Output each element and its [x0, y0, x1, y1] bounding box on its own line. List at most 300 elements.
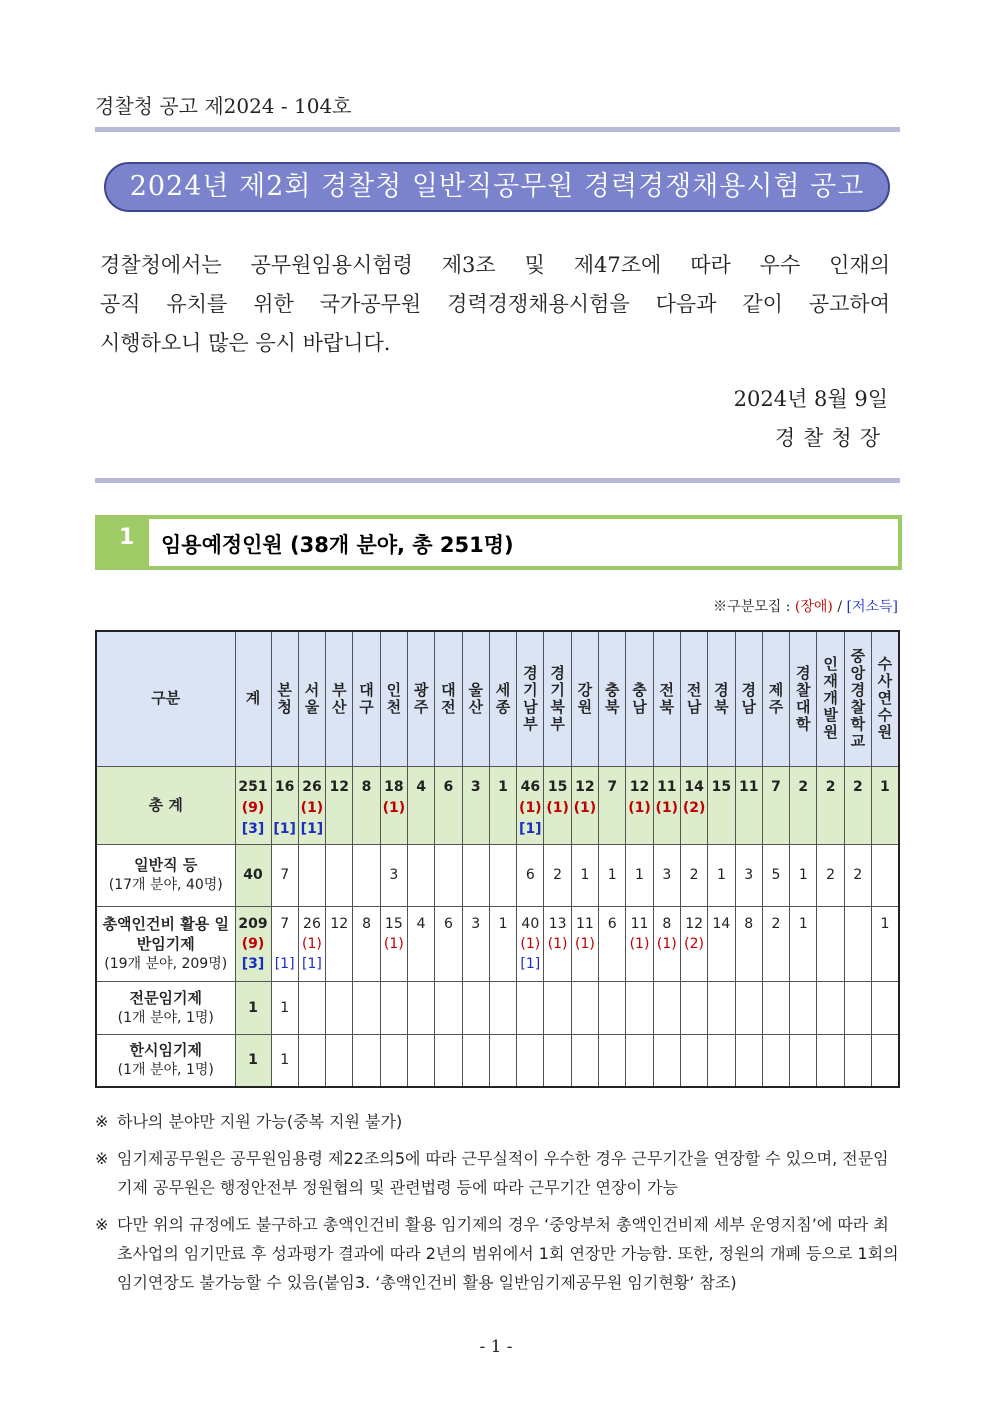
region-name: 중앙경찰학교 — [850, 646, 866, 750]
cell-value: 6 — [443, 778, 454, 795]
data-cell — [653, 906, 680, 981]
data-cell — [599, 906, 626, 981]
data-cell — [844, 1034, 871, 1087]
intro-line: 시행하오니 많은 응시 바랍니다. — [100, 331, 391, 355]
data-cell — [544, 981, 571, 1034]
table-row — [96, 981, 899, 1034]
cell-disabled-quota: (2) — [684, 935, 705, 952]
region-name: 제주 — [768, 680, 784, 716]
cell-value: 14 — [712, 915, 731, 932]
legend-separator: / — [832, 599, 847, 615]
data-cell — [326, 1034, 353, 1087]
data-cell — [735, 906, 762, 981]
col-header-region — [735, 631, 762, 766]
data-cell — [626, 906, 653, 981]
data-cell — [353, 1034, 380, 1087]
legend-prefix: ※구분모집 : — [713, 599, 795, 615]
cell-low-income-quota: [1] — [302, 955, 322, 972]
cell-value: 2 — [689, 867, 699, 883]
note-mark: ※ — [95, 1112, 109, 1131]
note-text: 임기제공무원은 공무원임용령 제22조의5에 따라 근무실적이 우수한 경우 근무기간을 연장할 수 있으며, 전문임기제 공무원은 행정안전부 정원협의 및 관련법령 등에 따라 근무기간 연장이 가능 — [117, 1149, 889, 1197]
cell-disabled-quota: (9) — [241, 799, 265, 816]
sum-cell — [235, 906, 271, 981]
region-name: 인천 — [386, 680, 402, 716]
cell-value: 1 — [498, 915, 508, 932]
col-header-region — [353, 631, 380, 766]
cell-disabled-quota: (2) — [682, 799, 706, 816]
cell-value: 2 — [798, 778, 809, 795]
allocation-table — [95, 630, 900, 1088]
data-cell — [435, 1034, 462, 1087]
region-name: 부산 — [331, 680, 347, 716]
document-title: 2024년 제2회 경찰청 일반직공무원 경력경쟁채용시험 공고 — [104, 162, 890, 212]
data-cell — [353, 844, 380, 906]
cell-value: 8 — [362, 915, 371, 932]
cell-value: 3 — [471, 915, 481, 932]
region-name: 수사연수원 — [877, 655, 893, 742]
col-header-region — [790, 631, 817, 766]
data-cell — [407, 844, 434, 906]
col-header-region — [571, 631, 598, 766]
cell-value: 13 — [548, 915, 567, 932]
note-text: 하나의 분야만 지원 가능(중복 지원 불가) — [117, 1112, 403, 1131]
region-name: 울산 — [468, 680, 483, 716]
cell-value: 1 — [280, 1052, 290, 1069]
data-cell — [407, 766, 434, 844]
data-cell — [571, 766, 598, 844]
data-cell — [462, 766, 489, 844]
cell-value: 1 — [280, 999, 290, 1016]
cell-value: 12 — [685, 915, 704, 932]
row-label — [96, 1034, 235, 1087]
cell-value: 3 — [662, 867, 672, 883]
section-header — [95, 515, 902, 570]
page-number: - 1 - — [479, 1337, 513, 1357]
row-label-main: 일반직 등 — [134, 856, 198, 874]
cell-value: 251 — [238, 778, 268, 795]
col-header-category: 구분 — [96, 631, 235, 766]
cell-low-income-quota: [1] — [300, 820, 324, 837]
cell-disabled-quota: (1) — [629, 935, 650, 952]
data-cell — [817, 906, 844, 981]
data-cell — [790, 844, 817, 906]
col-header-region — [844, 631, 871, 766]
data-cell — [735, 844, 762, 906]
cell-value: 46 — [520, 778, 541, 795]
row-label — [96, 906, 235, 981]
sum-cell — [235, 1034, 271, 1087]
data-cell — [435, 766, 462, 844]
region-name: 본청 — [277, 680, 292, 716]
data-cell — [762, 981, 789, 1034]
data-cell — [680, 906, 707, 981]
note-item — [95, 1107, 903, 1136]
cell-value: 1 — [880, 778, 890, 795]
data-cell — [544, 1034, 571, 1087]
data-cell — [708, 844, 735, 906]
row-label — [96, 981, 235, 1034]
cell-value: 7 — [771, 778, 781, 795]
col-header-region — [872, 631, 899, 766]
cell-disabled-quota: (1) — [383, 935, 404, 952]
data-cell — [298, 906, 325, 981]
cell-value: 7 — [607, 778, 618, 795]
data-cell — [708, 906, 735, 981]
data-cell — [762, 1034, 789, 1087]
cell-value: 11 — [630, 915, 649, 932]
cell-value: 6 — [443, 915, 453, 932]
cell-value: 12 — [629, 778, 650, 795]
col-header-region — [489, 631, 516, 766]
data-cell — [872, 766, 899, 844]
data-cell — [872, 981, 899, 1034]
data-cell — [735, 981, 762, 1034]
row-label-sub: (19개 분야, 209명) — [104, 955, 228, 972]
data-cell — [817, 1034, 844, 1087]
intro-line: 공직 유치를 위한 국가공무원 경력경쟁채용시험을 다음과 같이 공고하여 — [100, 292, 890, 316]
data-cell — [517, 766, 544, 844]
region-name: 광주 — [413, 680, 429, 716]
data-cell — [626, 766, 653, 844]
data-cell — [872, 844, 899, 906]
cell-low-income-quota: [1] — [273, 820, 296, 837]
data-cell — [653, 844, 680, 906]
data-cell — [680, 766, 707, 844]
col-header-region — [435, 631, 462, 766]
data-cell — [380, 844, 407, 906]
cell-value: 1 — [880, 915, 890, 932]
data-cell — [544, 766, 571, 844]
col-header-region — [462, 631, 489, 766]
cell-value: 1 — [248, 1052, 258, 1069]
col-header-region — [380, 631, 407, 766]
data-cell — [708, 981, 735, 1034]
cell-value: 2 — [553, 867, 563, 883]
cell-value: 18 — [384, 778, 404, 795]
cell-spacer — [272, 934, 298, 954]
data-cell — [708, 766, 735, 844]
row-label-main: 전문임기제 — [129, 988, 202, 1007]
cell-value: 11 — [657, 778, 677, 795]
notice-date: 2024년 8월 9일 — [733, 387, 888, 411]
col-header-region — [762, 631, 789, 766]
cell-value: 1 — [498, 778, 508, 795]
data-cell — [571, 1034, 598, 1087]
cell-disabled-quota: (1) — [382, 799, 406, 816]
cell-disabled-quota: (1) — [655, 799, 679, 816]
region-name: 대전 — [441, 680, 456, 716]
data-cell — [790, 766, 817, 844]
cell-value: 1 — [798, 915, 808, 932]
cell-value: 15 — [547, 778, 568, 795]
data-cell — [599, 981, 626, 1034]
cell-value: 1 — [580, 867, 590, 883]
data-cell — [489, 981, 516, 1034]
region-name: 인재개발원 — [823, 655, 838, 742]
cell-value: 16 — [274, 778, 295, 795]
data-cell — [326, 906, 353, 981]
col-header-region — [653, 631, 680, 766]
data-cell — [599, 1034, 626, 1087]
data-cell — [298, 766, 325, 844]
notes — [95, 1107, 903, 1305]
data-cell — [680, 844, 707, 906]
data-cell — [626, 981, 653, 1034]
data-cell — [271, 766, 298, 844]
cell-disabled-quota: (1) — [547, 935, 568, 952]
section-number: 1 — [119, 525, 135, 550]
cell-low-income-quota: [3] — [241, 955, 265, 972]
cell-value: 1 — [248, 999, 258, 1016]
note-mark: ※ — [95, 1215, 109, 1234]
cell-disabled-quota: (1) — [302, 935, 322, 952]
note-text: 다만 위의 규정에도 불구하고 총액인건비 활용 임기제의 경우 ‘중앙부처 총액인건비제 세부 운영지침’에 따라 최초사업의 임기만료 후 성과평가 결과에 따라 2년의 범위에서 1회 연장만 가능함. 또한, 정원의 개폐 등으로 1회의 임기연장도 불가능할 수 있음(붙임3. ‘총액인건비 활용 일반임기제공무원 임기현황’ 참조) — [117, 1215, 899, 1292]
cell-value: 12 — [330, 915, 349, 932]
recruit-legend — [713, 596, 898, 616]
data-cell — [544, 906, 571, 981]
note-item — [95, 1144, 903, 1202]
data-cell — [817, 981, 844, 1034]
cell-value: 2 — [853, 867, 863, 883]
cell-value: 6 — [607, 915, 617, 932]
intro-paragraph — [100, 246, 890, 363]
col-header-region — [407, 631, 434, 766]
data-cell — [489, 906, 516, 981]
cell-disabled-quota: (9) — [241, 935, 265, 952]
note-mark: ※ — [95, 1149, 109, 1168]
data-cell — [599, 766, 626, 844]
data-cell — [326, 844, 353, 906]
cell-value: 1 — [798, 867, 808, 883]
data-cell — [708, 1034, 735, 1087]
legend-disabled: (장애) — [794, 599, 833, 615]
cell-value: 15 — [711, 778, 732, 795]
data-cell — [489, 766, 516, 844]
cell-value: 7 — [280, 915, 290, 932]
cell-value: 3 — [470, 778, 481, 795]
sum-cell — [235, 766, 271, 844]
cell-value: 1 — [607, 867, 617, 883]
data-cell — [653, 1034, 680, 1087]
data-cell — [762, 766, 789, 844]
data-cell — [571, 906, 598, 981]
data-cell — [790, 906, 817, 981]
data-cell — [271, 906, 298, 981]
row-label-main: 한시임기제 — [129, 1041, 202, 1060]
data-cell — [790, 1034, 817, 1087]
region-name: 대구 — [359, 680, 374, 716]
table-row — [96, 1034, 899, 1087]
cell-value: 2 — [825, 778, 836, 795]
data-cell — [407, 906, 434, 981]
cell-value: 5 — [771, 867, 781, 883]
data-cell — [462, 844, 489, 906]
data-cell — [844, 844, 871, 906]
data-cell — [462, 906, 489, 981]
data-cell — [817, 844, 844, 906]
note-item — [95, 1210, 903, 1297]
data-cell — [380, 906, 407, 981]
cell-value: 2 — [771, 915, 781, 932]
cell-low-income-quota: [1] — [520, 955, 541, 972]
notice-number: 경찰청 공고 제2024 - 104호 — [95, 94, 352, 118]
data-cell — [298, 981, 325, 1034]
data-cell — [680, 981, 707, 1034]
cell-value: 4 — [416, 915, 426, 932]
col-header-region — [680, 631, 707, 766]
cell-value: 26 — [303, 915, 321, 932]
region-name: 경북 — [714, 680, 729, 716]
cell-value: 2 — [853, 778, 863, 795]
data-cell — [762, 906, 789, 981]
signer: 경찰청장 — [774, 426, 888, 450]
cell-value: 1 — [635, 867, 644, 883]
data-cell — [790, 981, 817, 1034]
row-label-main: 총 계 — [148, 795, 183, 814]
data-cell — [844, 766, 871, 844]
table-row — [96, 766, 899, 844]
region-name: 충북 — [604, 680, 620, 716]
data-cell — [489, 1034, 516, 1087]
region-name: 충남 — [632, 680, 647, 716]
cell-disabled-quota: (1) — [656, 935, 677, 952]
cell-value: 26 — [302, 778, 322, 795]
cell-disabled-quota: (1) — [300, 799, 324, 816]
cell-value: 12 — [329, 778, 349, 795]
col-header-region — [708, 631, 735, 766]
data-cell — [653, 981, 680, 1034]
table-row — [96, 906, 899, 981]
data-cell — [298, 1034, 325, 1087]
table-row — [96, 844, 899, 906]
cell-value: 2 — [826, 867, 836, 883]
data-cell — [544, 844, 571, 906]
data-cell — [353, 981, 380, 1034]
cell-value: 8 — [662, 915, 672, 932]
cell-value: 1 — [716, 867, 726, 883]
cell-disabled-quota: (1) — [546, 799, 569, 816]
data-cell — [517, 981, 544, 1034]
cell-disabled-quota: (1) — [574, 935, 595, 952]
data-cell — [735, 766, 762, 844]
row-label-main: 총액인건비 활용 일반임기제 — [102, 914, 229, 953]
cell-value: 15 — [384, 915, 403, 932]
data-cell — [271, 844, 298, 906]
data-cell — [517, 906, 544, 981]
cell-value: 209 — [238, 915, 268, 932]
cell-value: 4 — [416, 778, 426, 795]
row-label — [96, 766, 235, 844]
region-name: 전북 — [659, 680, 675, 716]
cell-disabled-quota: (1) — [520, 935, 541, 952]
data-cell — [271, 981, 298, 1034]
cell-value: 14 — [684, 778, 704, 795]
col-header-sum: 계 — [235, 631, 271, 766]
data-cell — [326, 981, 353, 1034]
data-cell — [653, 766, 680, 844]
region-name: 경남 — [741, 680, 756, 716]
cell-value: 7 — [280, 867, 290, 883]
data-cell — [571, 844, 598, 906]
data-cell — [462, 981, 489, 1034]
cell-value: 3 — [389, 867, 399, 883]
data-cell — [435, 981, 462, 1034]
data-cell — [762, 844, 789, 906]
sum-cell — [235, 981, 271, 1034]
region-name: 전남 — [686, 680, 702, 716]
row-label-sub: (17개 분야, 40명) — [108, 877, 223, 893]
data-cell — [271, 1034, 298, 1087]
data-cell — [353, 906, 380, 981]
data-cell — [298, 844, 325, 906]
section-title: 임용예정인원 (38개 분야, 총 251명) — [161, 533, 514, 557]
sum-cell — [235, 844, 271, 906]
data-cell — [517, 844, 544, 906]
region-name: 강원 — [577, 680, 593, 716]
data-cell — [735, 1034, 762, 1087]
data-cell — [599, 844, 626, 906]
data-cell — [489, 844, 516, 906]
data-cell — [844, 906, 871, 981]
region-name: 서울 — [304, 680, 320, 716]
data-cell — [380, 766, 407, 844]
row-label — [96, 844, 235, 906]
cell-value: 40 — [243, 867, 263, 883]
legend-low-income: [저소득] — [846, 599, 898, 615]
cell-low-income-quota: [3] — [241, 820, 265, 837]
region-name: 경찰대학 — [796, 663, 811, 733]
cell-value: 40 — [521, 915, 540, 932]
cell-value: 8 — [361, 778, 372, 795]
col-header-region — [626, 631, 653, 766]
row-label-sub: (1개 분야, 1명) — [117, 1009, 214, 1026]
data-cell — [626, 1034, 653, 1087]
col-header-region — [298, 631, 325, 766]
data-cell — [326, 766, 353, 844]
divider-middle — [95, 478, 900, 483]
data-cell — [517, 1034, 544, 1087]
cell-disabled-quota: (1) — [519, 799, 542, 816]
data-cell — [680, 1034, 707, 1087]
col-header-region — [326, 631, 353, 766]
data-cell — [353, 766, 380, 844]
data-cell — [407, 1034, 434, 1087]
data-cell — [435, 844, 462, 906]
intro-line: 경찰청에서는 공무원임용시험령 제3조 및 제47조에 따라 우수 인재의 — [100, 253, 890, 277]
data-cell — [380, 1034, 407, 1087]
region-name: 세종 — [495, 680, 511, 716]
row-label-sub: (1개 분야, 1명) — [117, 1062, 214, 1079]
cell-value: 11 — [576, 915, 594, 932]
data-cell — [626, 844, 653, 906]
cell-value: 6 — [525, 867, 535, 883]
region-name: 경기남부 — [523, 663, 538, 733]
cell-value: 3 — [744, 867, 754, 883]
data-cell — [872, 906, 899, 981]
cell-value: 8 — [744, 915, 754, 932]
data-cell — [435, 906, 462, 981]
cell-disabled-quota: (1) — [628, 799, 651, 816]
data-cell — [872, 1034, 899, 1087]
cell-disabled-quota: (1) — [573, 799, 597, 816]
cell-spacer — [272, 798, 298, 819]
col-header-region — [517, 631, 544, 766]
divider-top — [95, 127, 900, 132]
cell-low-income-quota: [1] — [274, 955, 295, 972]
data-cell — [407, 981, 434, 1034]
cell-low-income-quota: [1] — [519, 820, 542, 837]
region-name: 경기북부 — [550, 663, 565, 733]
